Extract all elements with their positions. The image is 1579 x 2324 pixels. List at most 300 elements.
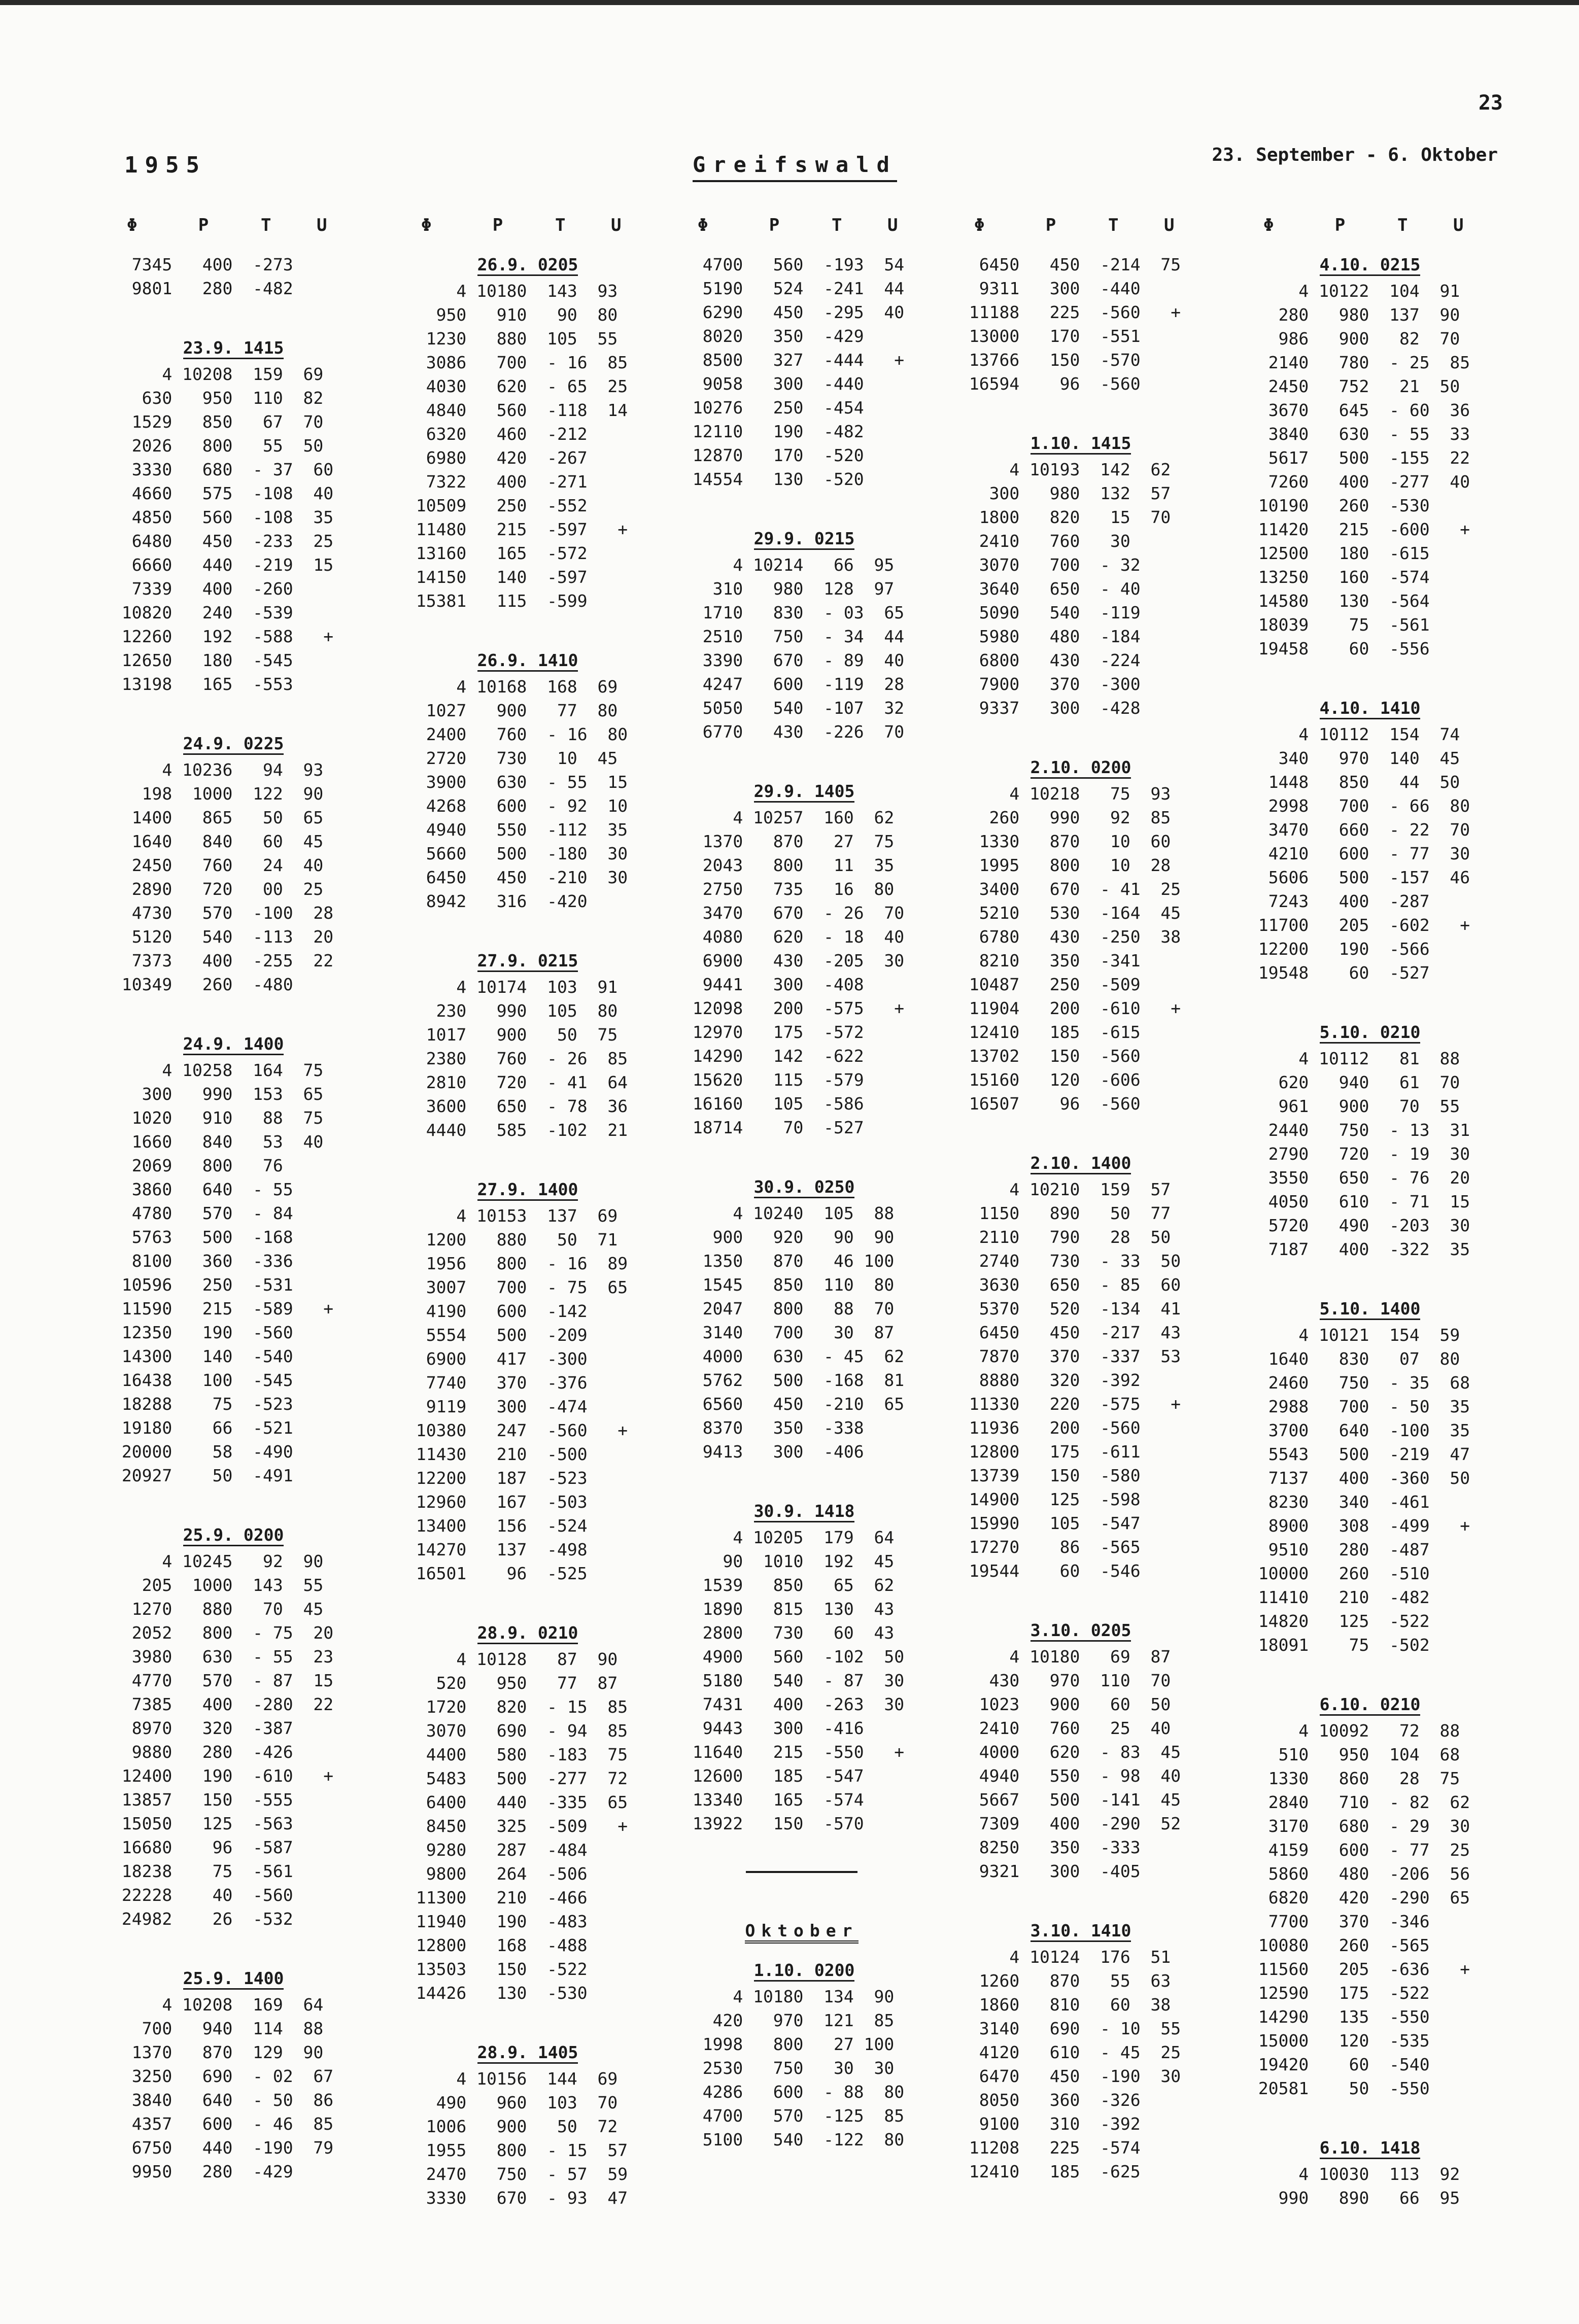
- data-row: 3470 670 - 26 70: [682, 903, 905, 923]
- data-row: 3550 650 - 76 20: [1248, 1168, 1470, 1188]
- data-row: 6750 440 -190 79: [112, 2138, 334, 2158]
- data-row: 4900 560 -102 50: [682, 1647, 905, 1667]
- data-row: 10349 260 -480: [112, 975, 293, 994]
- data-row: 3640 650 - 40: [959, 579, 1141, 599]
- data-row: 1260 870 55 63: [959, 1971, 1171, 1991]
- data-row: 300 980 132 57: [959, 483, 1171, 503]
- sounding-header: [688, 1175, 921, 1199]
- data-row: 1350 870 46 100: [682, 1251, 895, 1271]
- column-header: T: [261, 215, 271, 235]
- sounding-header: [1253, 253, 1487, 277]
- data-row: 620 940 61 70: [1248, 1072, 1460, 1092]
- data-row: 9058 300 -440: [682, 374, 864, 394]
- data-row: 14270 137 -498: [406, 1540, 588, 1559]
- data-row: 3250 690 - 02 67: [112, 2066, 334, 2086]
- data-row: 22228 40 -560: [112, 1885, 293, 1905]
- data-row: 15620 115 -579: [682, 1070, 864, 1090]
- data-row: 8050 360 -326: [959, 2090, 1141, 2110]
- data-row: 430 970 110 70: [959, 1671, 1171, 1690]
- sounding-header: [411, 1177, 644, 1202]
- data-row: 4 10180 143 93: [406, 281, 618, 301]
- data-row: 2140 780 - 25 85: [1248, 353, 1470, 372]
- data-row: 13160 165 -572: [406, 543, 588, 563]
- sounding-block: [1248, 253, 1487, 661]
- sounding-header: [117, 336, 350, 360]
- data-row: 1200 880 50 71: [406, 1230, 618, 1250]
- sounding-date-time: 6.10. 1418: [1320, 2138, 1421, 2159]
- sounding-block: [112, 1032, 350, 1487]
- data-row: 2510 750 - 34 44: [682, 627, 905, 646]
- data-row: 12098 200 -575 +: [682, 998, 905, 1018]
- data-row: 1800 820 15 70: [959, 507, 1171, 527]
- data-row: 1150 890 50 77: [959, 1203, 1171, 1223]
- station-title: Greifswald: [693, 152, 897, 182]
- data-row: 6450 450 -217 43: [959, 1323, 1181, 1342]
- data-row: 9321 300 -405: [959, 1861, 1141, 1881]
- data-row: 9880 280 -426: [112, 1742, 293, 1762]
- column-header: Φ: [127, 215, 138, 235]
- data-row: 13857 150 -555: [112, 1790, 293, 1810]
- data-row: 205 1000 143 55: [112, 1575, 324, 1595]
- data-row: 13340 165 -574: [682, 1790, 864, 1810]
- data-row: 4 10180 69 87: [959, 1647, 1171, 1667]
- data-row: 20000 58 -490: [112, 1442, 293, 1462]
- data-row: 1640 830 07 80: [1248, 1349, 1460, 1369]
- data-row: 4357 600 - 46 85: [112, 2114, 334, 2134]
- data-row: 10596 250 -531: [112, 1275, 293, 1295]
- data-row: 8100 360 -336: [112, 1251, 293, 1271]
- sounding-header: [688, 779, 921, 804]
- sounding-block: [682, 253, 921, 491]
- sounding-date-time: 1.10. 0200: [754, 1960, 855, 1982]
- sounding-date-time: 23.9. 1415: [183, 338, 284, 359]
- data-row: 1023 900 60 50: [959, 1694, 1171, 1714]
- data-row: 3840 630 - 55 33: [1248, 424, 1470, 444]
- data-row: 2998 700 - 66 80: [1248, 796, 1470, 816]
- data-row: 4050 610 - 71 15: [1248, 1192, 1470, 1211]
- data-row: 5100 540 -122 80: [682, 2130, 905, 2149]
- data-row: 9800 264 -506: [406, 1864, 588, 1884]
- data-row: 2740 730 - 33 50: [959, 1251, 1181, 1271]
- data-row: 1890 815 130 43: [682, 1599, 895, 1619]
- data-row: 4 10208 169 64: [112, 1995, 324, 2015]
- data-row: 2052 800 - 75 20: [112, 1623, 334, 1643]
- data-row: 14150 140 -597: [406, 567, 588, 587]
- sounding-date-time: 29.9. 1405: [754, 781, 855, 803]
- data-row: 3170 680 - 29 30: [1248, 1816, 1470, 1836]
- data-row: 4940 550 - 98 40: [959, 1766, 1181, 1786]
- data-row: 4 10153 137 69: [406, 1206, 618, 1226]
- data-row: 11188 225 -560 +: [959, 302, 1181, 322]
- data-row: 9510 280 -487: [1248, 1540, 1430, 1559]
- sounding-block: [682, 1499, 921, 1835]
- data-row: 6900 430 -205 30: [682, 951, 905, 970]
- data-row: 4940 550 -112 35: [406, 820, 628, 840]
- data-row: 1027 900 77 80: [406, 701, 618, 720]
- data-row: 300 990 153 65: [112, 1084, 324, 1104]
- separator-line: [746, 1871, 857, 1873]
- data-row: 7740 370 -376: [406, 1373, 588, 1393]
- data-row: 1529 850 67 70: [112, 412, 324, 432]
- data-row: 6400 440 -335 65: [406, 1792, 628, 1812]
- sounding-header: [411, 253, 644, 277]
- data-row: 2988 700 - 50 35: [1248, 1397, 1470, 1416]
- data-row: 5180 540 - 87 30: [682, 1671, 905, 1690]
- data-row: 4 10092 72 88: [1248, 1721, 1460, 1741]
- column-header: P: [198, 215, 209, 235]
- sounding-block: [406, 2040, 644, 2210]
- data-row: 2750 735 16 80: [682, 879, 895, 899]
- data-row: 280 980 137 90: [1248, 305, 1460, 325]
- sounding-date-time: 28.9. 1405: [477, 2042, 578, 2064]
- data-row: 4 10128 87 90: [406, 1649, 618, 1669]
- sounding-date-time: 24.9. 0225: [183, 734, 284, 755]
- column-header: T: [555, 215, 566, 235]
- data-row: 12600 185 -547: [682, 1766, 864, 1786]
- data-row: 15990 105 -547: [959, 1513, 1141, 1533]
- sounding-block: [112, 1966, 350, 2183]
- data-row: 5370 520 -134 41: [959, 1299, 1181, 1319]
- column-header: U: [611, 215, 622, 235]
- data-row: 3070 690 - 94 85: [406, 1721, 628, 1741]
- data-row: 12960 167 -503: [406, 1492, 588, 1512]
- data-row: 2410 760 25 40: [959, 1718, 1171, 1738]
- data-row: 7431 400 -263 30: [682, 1694, 905, 1714]
- data-row: 4730 570 -100 28: [112, 903, 334, 923]
- data-row: 9119 300 -474: [406, 1397, 588, 1416]
- sounding-date-time: 3.10. 0205: [1031, 1620, 1131, 1642]
- data-row: 19548 60 -527: [1248, 963, 1430, 983]
- data-row: 1020 910 88 75: [112, 1108, 324, 1128]
- data-row: 700 940 114 88: [112, 2019, 324, 2038]
- data-row: 5606 500 -157 46: [1248, 868, 1470, 887]
- data-row: 2530 750 30 30: [682, 2058, 895, 2078]
- data-row: 12200 187 -523: [406, 1468, 588, 1488]
- data-row: 11430 210 -500: [406, 1444, 588, 1464]
- data-row: 14300 140 -540: [112, 1346, 293, 1366]
- data-row: 4700 560 -193 54: [682, 255, 905, 274]
- data-row: 3007 700 - 75 65: [406, 1277, 628, 1297]
- data-row: 4 10122 104 91: [1248, 281, 1460, 301]
- data-row: 8500 327 -444 +: [682, 350, 905, 370]
- column-header-row: [959, 213, 1197, 237]
- column-header-row: [112, 213, 350, 237]
- data-row: 14820 125 -522: [1248, 1611, 1430, 1631]
- data-row: 5763 500 -168: [112, 1227, 293, 1247]
- data-row: 2047 800 88 70: [682, 1299, 895, 1319]
- sounding-block: [406, 1621, 644, 2005]
- data-row: 12410 185 -625: [959, 2162, 1141, 2181]
- data-row: 9950 280 -429: [112, 2162, 293, 2181]
- data-row: 4 10174 103 91: [406, 977, 618, 997]
- data-row: 11560 205 -636 +: [1248, 1959, 1470, 1979]
- data-row: 14580 130 -564: [1248, 591, 1430, 611]
- sounding-date-time: 3.10. 1410: [1031, 1921, 1131, 1942]
- data-row: 4 10124 176 51: [959, 1947, 1171, 1967]
- sounding-block: [112, 253, 350, 300]
- data-row: 4 10240 105 88: [682, 1203, 895, 1223]
- data-row: 4 10210 159 57: [959, 1180, 1171, 1199]
- data-row: 16438 100 -545: [112, 1370, 293, 1390]
- data-row: 7137 400 -360 50: [1248, 1468, 1470, 1488]
- data-row: 11590 215 -589 +: [112, 1299, 334, 1319]
- data-row: 12110 190 -482: [682, 422, 864, 441]
- data-row: 4780 570 - 84: [112, 1203, 293, 1223]
- month-label: Oktober: [745, 1921, 858, 1944]
- sounding-header: [411, 2040, 644, 2065]
- data-row: 7870 370 -337 53: [959, 1346, 1181, 1366]
- column-header: U: [887, 215, 898, 235]
- sounding-header: [117, 1966, 350, 1991]
- data-row: 7309 400 -290 52: [959, 1814, 1181, 1833]
- data-row: 9100 310 -392: [959, 2114, 1141, 2134]
- column-header: P: [769, 215, 780, 235]
- data-row: 3140 690 - 10 55: [959, 2019, 1181, 2038]
- date-range: 23. September - 6. Oktober: [1212, 145, 1498, 165]
- data-row: 4 10030 113 92: [1248, 2164, 1460, 2184]
- data-row: 19458 60 -556: [1248, 639, 1430, 658]
- data-row: 4190 600 -142: [406, 1301, 588, 1321]
- data-row: 10820 240 -539: [112, 603, 293, 622]
- data-row: 2890 720 00 25: [112, 879, 324, 899]
- data-row: 5050 540 -107 32: [682, 698, 905, 718]
- data-row: 6480 450 -233 25: [112, 531, 334, 551]
- data-row: 9443 300 -416: [682, 1718, 864, 1738]
- data-row: 16594 96 -560: [959, 374, 1141, 394]
- data-row: 990 890 66 95: [1248, 2188, 1460, 2208]
- data-row: 2460 750 - 35 68: [1248, 1373, 1470, 1393]
- sounding-header: [964, 1151, 1197, 1175]
- data-row: 4120 610 - 45 25: [959, 2042, 1181, 2062]
- sounding-date-time: 25.9. 0200: [183, 1525, 284, 1546]
- data-row: 18714 70 -527: [682, 1118, 864, 1137]
- data-row: 10276 250 -454: [682, 398, 864, 418]
- data-row: 4247 600 -119 28: [682, 674, 905, 694]
- column-header: T: [1397, 215, 1408, 235]
- data-row: 9280 287 -484: [406, 1840, 588, 1860]
- data-row: 7187 400 -322 35: [1248, 1239, 1470, 1259]
- data-row: 13503 150 -522: [406, 1959, 588, 1979]
- data-row: 20581 50 -550: [1248, 2078, 1430, 2098]
- sounding-date-time: 27.9. 1400: [477, 1180, 578, 1201]
- data-row: 11330 220 -575 +: [959, 1394, 1181, 1414]
- data-row: 7260 400 -277 40: [1248, 472, 1470, 492]
- data-row: 4840 560 -118 14: [406, 400, 628, 420]
- data-row: 5190 524 -241 44: [682, 279, 905, 298]
- data-row: 340 970 140 45: [1248, 748, 1460, 768]
- sounding-date-time: 4.10. 1410: [1320, 698, 1421, 719]
- sounding-header: [688, 1958, 921, 1983]
- sounding-date-time: 1.10. 1415: [1031, 433, 1131, 455]
- data-row: 14290 135 -550: [1248, 2007, 1430, 2027]
- data-row: 4030 620 - 65 25: [406, 376, 628, 396]
- data-row: 14900 125 -598: [959, 1489, 1141, 1509]
- data-row: 12410 185 -615: [959, 1022, 1141, 1042]
- data-row: 12500 180 -615: [1248, 543, 1430, 563]
- data-row: 2400 760 - 16 80: [406, 724, 628, 744]
- data-row: 9337 300 -428: [959, 698, 1141, 718]
- sounding-date-time: 30.9. 1418: [754, 1501, 855, 1522]
- sounding-block: [959, 1919, 1197, 2183]
- data-row: 7700 370 -346: [1248, 1912, 1430, 1931]
- sounding-header: [964, 755, 1197, 780]
- data-row: 1370 870 129 90: [112, 2042, 324, 2062]
- data-row: 4000 620 - 83 45: [959, 1742, 1181, 1762]
- data-row: 1400 865 50 65: [112, 808, 324, 827]
- sounding-block: [406, 648, 644, 913]
- data-row: 12260 192 -588 +: [112, 627, 334, 646]
- data-row: 12200 190 -566: [1248, 939, 1430, 959]
- sounding-block: [682, 1175, 921, 1464]
- data-row: 11208 225 -574: [959, 2138, 1141, 2158]
- data-row: 1860 810 60 38: [959, 1995, 1171, 2015]
- data-row: 4 10258 164 75: [112, 1060, 324, 1080]
- sounding-block: [112, 732, 350, 996]
- column-header: U: [1164, 215, 1175, 235]
- data-row: 4 10156 144 69: [406, 2069, 618, 2089]
- data-row: 1330 870 10 60: [959, 831, 1171, 851]
- data-row: 5210 530 -164 45: [959, 903, 1181, 923]
- data-row: 6770 430 -226 70: [682, 722, 905, 742]
- data-row: 961 900 70 55: [1248, 1096, 1460, 1116]
- data-row: 16501 96 -525: [406, 1564, 588, 1583]
- data-row: 11300 210 -466: [406, 1888, 588, 1907]
- data-row: 5090 540 -119: [959, 603, 1141, 622]
- sounding-header: [1253, 1692, 1487, 1717]
- data-row: 15000 120 -535: [1248, 2031, 1430, 2051]
- sounding-block: [959, 755, 1197, 1116]
- data-row: 11700 205 -602 +: [1248, 915, 1470, 935]
- sounding-header: [964, 431, 1197, 456]
- sounding-date-time: 5.10. 1400: [1320, 1299, 1421, 1320]
- data-row: 11410 210 -482: [1248, 1587, 1430, 1607]
- data-row: 3470 660 - 22 70: [1248, 820, 1470, 840]
- data-row: 2043 800 11 35: [682, 855, 895, 875]
- data-row: 18039 75 -561: [1248, 615, 1430, 635]
- data-row: 8970 320 -387: [112, 1718, 293, 1738]
- data-row: 6470 450 -190 30: [959, 2066, 1181, 2086]
- data-row: 13739 150 -580: [959, 1466, 1141, 1485]
- sounding-header: [1253, 696, 1487, 720]
- data-row: 5860 480 -206 56: [1248, 1864, 1470, 1884]
- data-row: 16680 96 -587: [112, 1837, 293, 1857]
- column-header: U: [1453, 215, 1464, 235]
- data-row: 1720 820 - 15 85: [406, 1697, 628, 1717]
- data-row: 4660 575 -108 40: [112, 483, 334, 503]
- data-row: 7373 400 -255 22: [112, 951, 334, 970]
- data-row: 11904 200 -610 +: [959, 998, 1181, 1018]
- sounding-block: [1248, 2136, 1487, 2210]
- data-row: 13198 165 -553: [112, 674, 293, 694]
- sounding-header: [117, 732, 350, 756]
- data-row: 2800 730 60 43: [682, 1623, 895, 1643]
- data-row: 13400 156 -524: [406, 1516, 588, 1536]
- sounding-date-time: 26.9. 1410: [477, 650, 578, 672]
- data-row: 10000 260 -510: [1248, 1564, 1430, 1583]
- data-row: 8900 308 -499 +: [1248, 1516, 1470, 1536]
- data-row: 3400 670 - 41 25: [959, 879, 1181, 899]
- data-row: 4268 600 - 92 10: [406, 796, 628, 816]
- data-row: 2410 760 30: [959, 531, 1130, 551]
- data-row: 1998 800 27 100: [682, 2034, 895, 2054]
- sounding-header: [964, 1919, 1197, 1943]
- data-row: 310 980 128 97: [682, 579, 895, 599]
- data-row: 5554 500 -209: [406, 1325, 588, 1345]
- data-row: 1448 850 44 50: [1248, 772, 1460, 792]
- data-row: 4440 585 -102 21: [406, 1120, 628, 1140]
- data-row: 6290 450 -295 40: [682, 302, 905, 322]
- data-row: 3980 630 - 55 23: [112, 1647, 334, 1667]
- sounding-header: [964, 1618, 1197, 1643]
- data-row: 4850 560 -108 35: [112, 507, 334, 527]
- data-row: 520 950 77 87: [406, 1673, 618, 1693]
- data-row: 4 10208 159 69: [112, 364, 324, 384]
- data-row: 7900 370 -300: [959, 674, 1141, 694]
- data-row: 8942 316 -420: [406, 891, 588, 911]
- sounding-header: [1253, 2136, 1487, 2160]
- sounding-block: [959, 1618, 1197, 1883]
- data-row: 14426 130 -530: [406, 1983, 588, 2003]
- data-row: 18238 75 -561: [112, 1861, 293, 1881]
- data-row: 1660 840 53 40: [112, 1132, 324, 1152]
- data-row: 6820 420 -290 65: [1248, 1888, 1470, 1907]
- data-row: 10487 250 -509: [959, 975, 1141, 994]
- data-row: 11640 215 -550 +: [682, 1742, 905, 1762]
- sounding-block: [682, 527, 921, 744]
- data-row: 19180 66 -521: [112, 1418, 293, 1438]
- data-row: 3860 640 - 55: [112, 1180, 293, 1199]
- data-row: 6980 420 -267: [406, 448, 588, 468]
- column-header: T: [832, 215, 842, 235]
- data-column-1: [112, 213, 350, 2219]
- data-row: 1955 800 - 15 57: [406, 2140, 628, 2160]
- data-row: 6450 450 -214 75: [959, 255, 1181, 274]
- sounding-date-time: 25.9. 1400: [183, 1968, 284, 1990]
- data-row: 1640 840 60 45: [112, 831, 324, 851]
- data-row: 1230 880 105 55: [406, 329, 618, 349]
- data-row: 7243 400 -287: [1248, 891, 1430, 911]
- data-column-3: [682, 213, 921, 2187]
- column-header: Φ: [421, 215, 432, 235]
- data-row: 4 10121 154 59: [1248, 1325, 1460, 1345]
- data-row: 7322 400 -271: [406, 472, 588, 492]
- sounding-date-time: 2.10. 1400: [1031, 1153, 1131, 1174]
- sounding-date-time: 6.10. 0210: [1320, 1694, 1421, 1716]
- data-row: 4159 600 - 77 25: [1248, 1840, 1470, 1860]
- data-row: 230 990 105 80: [406, 1001, 618, 1021]
- column-header: Φ: [1263, 215, 1274, 235]
- data-row: 2440 750 - 13 31: [1248, 1120, 1470, 1140]
- data-row: 19544 60 -546: [959, 1561, 1141, 1581]
- data-row: 11936 200 -560: [959, 1418, 1141, 1438]
- data-row: 5720 490 -203 30: [1248, 1216, 1470, 1235]
- data-row: 5483 500 -277 72: [406, 1768, 628, 1788]
- data-row: 2069 800 76: [112, 1156, 283, 1175]
- data-row: 15381 115 -599: [406, 591, 588, 611]
- sounding-header: [117, 1523, 350, 1547]
- sounding-block: [959, 253, 1197, 396]
- sounding-date-time: 28.9. 0210: [477, 1623, 578, 1644]
- data-row: 12870 170 -520: [682, 445, 864, 465]
- data-row: 8210 350 -341: [959, 951, 1141, 970]
- data-row: 2790 720 - 19 30: [1248, 1144, 1470, 1164]
- data-row: 2450 760 24 40: [112, 855, 324, 875]
- data-row: 4 10193 142 62: [959, 460, 1171, 479]
- data-row: 490 960 103 70: [406, 2093, 618, 2112]
- data-row: 5980 480 -184: [959, 627, 1141, 646]
- data-row: 19420 60 -540: [1248, 2055, 1430, 2074]
- data-row: 4 10218 75 93: [959, 784, 1171, 804]
